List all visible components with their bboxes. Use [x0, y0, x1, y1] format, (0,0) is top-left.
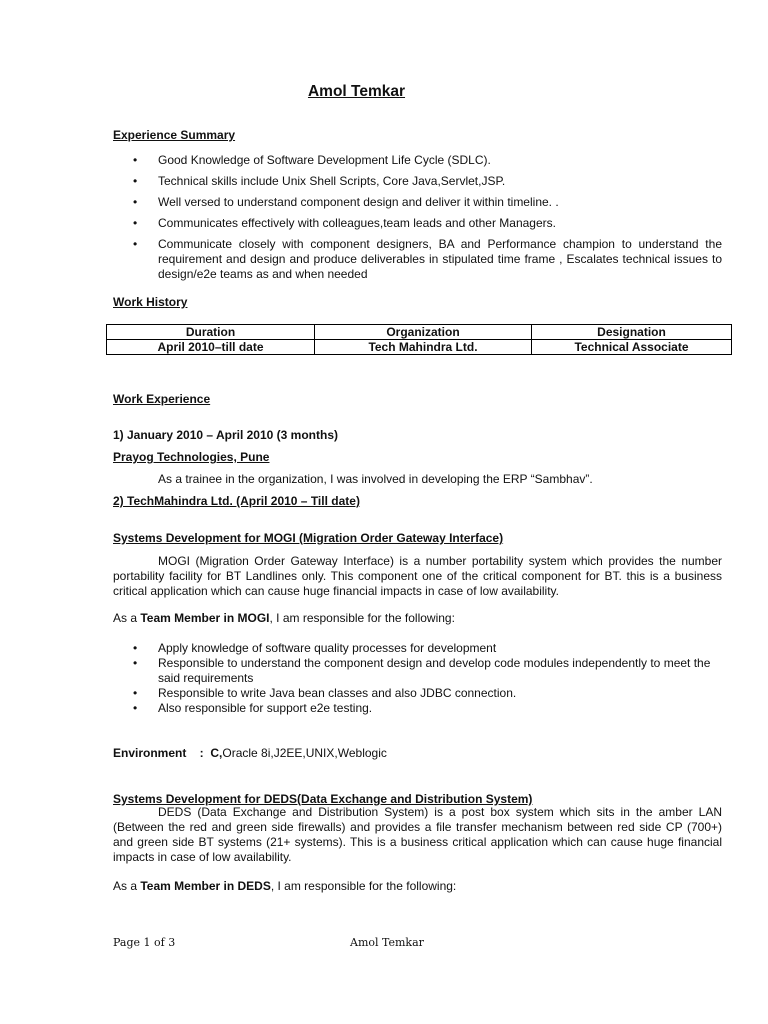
list-item: • Well versed to understand component design and deliver it within timeline. .	[158, 195, 722, 210]
resume-name: Amol Temkar	[307, 83, 406, 100]
environment-line	[113, 746, 387, 761]
table-header-row	[107, 325, 732, 340]
environment-label: Environment :	[113, 746, 204, 760]
list-item: • Technical skills include Unix Shell Scripts, Core Java,Servlet,JSP.	[158, 174, 722, 189]
mogi-description: MOGI (Migration Order Gateway Interface) is a number portability system which provides the number portability facility for BT Landlines only. This component one of the critical component for BT. this is a business critical application which can cause huge financial impacts in case of low availability.	[113, 554, 722, 598]
mogi-role-suffix: , I am responsible for the following:	[269, 611, 455, 625]
list-item: • Communicate closely with component designers, BA and Performance champion to understand the requirement and design and produce deliverables in stipulated time frame , Escalates technical issues to design/e2e teams as and when needed	[158, 237, 722, 282]
experience-summary-list	[158, 153, 722, 282]
deds-role	[113, 879, 456, 894]
job1-title: 1) January 2010 – April 2010 (3 months)	[113, 428, 338, 442]
footer-page-number: Page 1 of 3	[113, 936, 176, 949]
deds-description: DEDS (Data Exchange and Distribution System) is a post box system which sits in the amber LAN (Between the red and green side firewalls) and provides a file transfer mechanism between red side CP (700+) and green side BT systems (21+ systems). This is a business critical application which can cause huge financial impacts in case of low availability.	[113, 805, 722, 864]
experience-summary-heading: Experience Summary	[113, 128, 236, 142]
deds-heading: Systems Development for DEDS(Data Exchange and Distribution System)	[113, 792, 533, 806]
list-item: • Responsible to understand the component design and develop code modules independently to meet the said requirements	[158, 656, 722, 686]
mogi-heading: Systems Development for MOGI (Migration Order Gateway Interface)	[113, 531, 504, 545]
cell-duration: April 2010–till date	[107, 340, 315, 355]
footer-author: Amol Temkar	[350, 936, 424, 949]
table-row	[107, 340, 732, 355]
job1-company: Prayog Technologies, Pune	[113, 450, 270, 464]
list-item: • Apply knowledge of software quality processes for development	[158, 641, 722, 656]
list-item: • Also responsible for support e2e testing.	[158, 701, 722, 716]
job1-description: As a trainee in the organization, I was involved in developing the ERP “Sambhav”.	[158, 472, 593, 486]
header-organization: Organization	[315, 325, 532, 340]
work-experience-heading: Work Experience	[113, 392, 211, 406]
cell-designation: Technical Associate	[532, 340, 732, 355]
deds-role-title: Team Member in DEDS	[140, 879, 271, 893]
environment-bold: C,	[210, 746, 223, 760]
mogi-role	[113, 611, 455, 626]
mogi-role-prefix: As a	[113, 611, 141, 625]
header-designation: Designation	[532, 325, 732, 340]
header-duration: Duration	[107, 325, 315, 340]
list-item: • Communicates effectively with colleagues,team leads and other Managers.	[158, 216, 722, 231]
list-item: • Responsible to write Java bean classes and also JDBC connection.	[158, 686, 722, 701]
environment-value: Oracle 8i,J2EE,UNIX,Weblogic	[222, 746, 387, 760]
deds-role-suffix: , I am responsible for the following:	[270, 879, 457, 893]
deds-role-prefix: As a	[113, 879, 141, 893]
work-history-table	[106, 324, 732, 355]
job2-title: 2) TechMahindra Ltd. (April 2010 – Till date)	[113, 494, 360, 508]
mogi-role-title: Team Member in MOGI	[140, 611, 270, 625]
work-history-heading: Work History	[113, 295, 188, 309]
list-item: • Good Knowledge of Software Development Life Cycle (SDLC).	[158, 153, 722, 168]
cell-organization: Tech Mahindra Ltd.	[315, 340, 532, 355]
mogi-responsibilities	[158, 641, 722, 716]
